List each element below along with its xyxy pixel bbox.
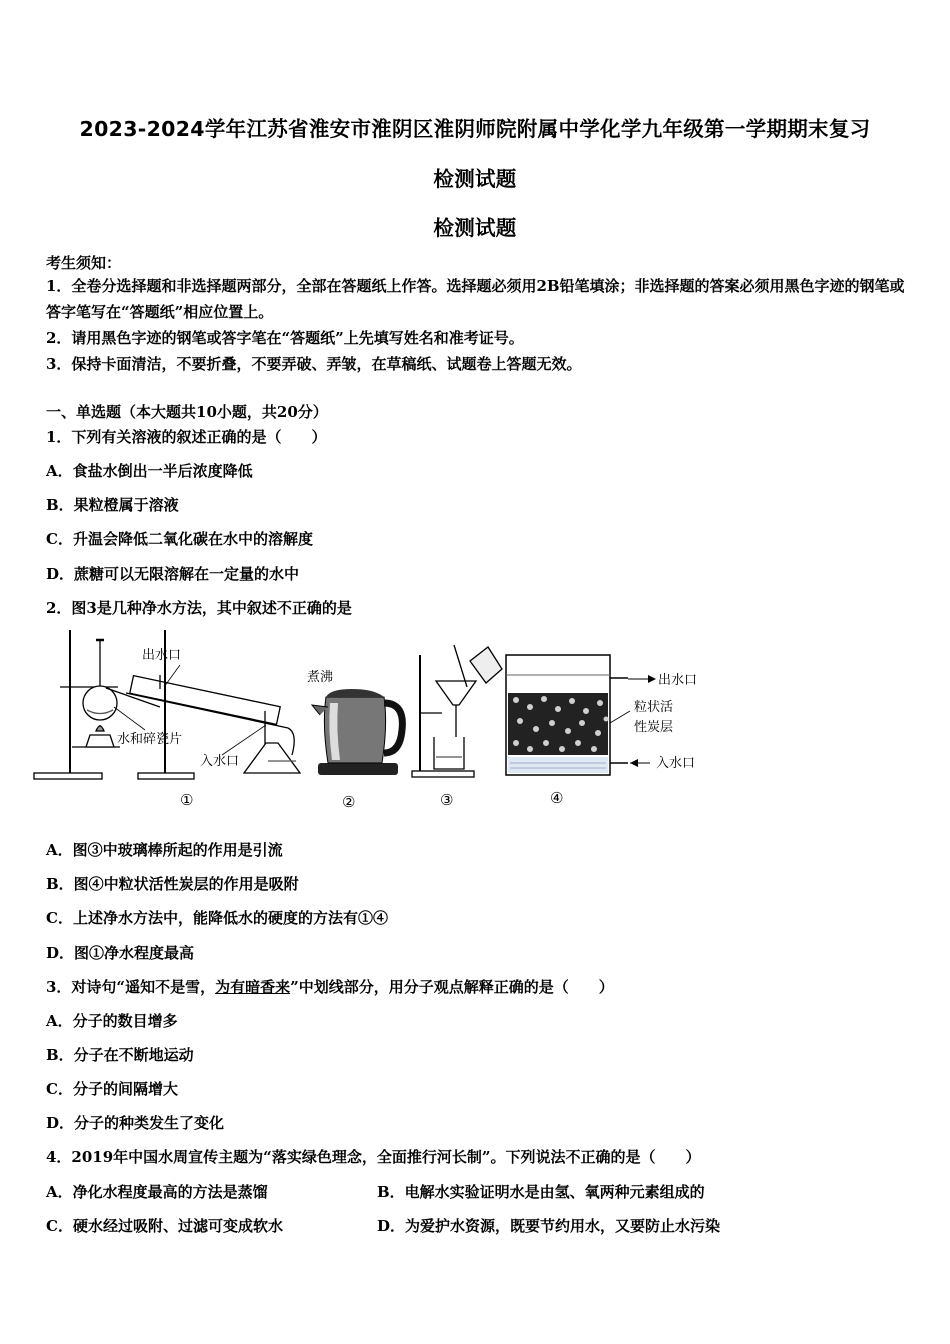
electric-kettle: [312, 689, 402, 775]
q4-stem: 4．2019年中国水周宣传主题为“落实绿色理念，全面推行河长制”。下列说法不正确的是（ ）: [46, 1148, 701, 1166]
label-in4: 入水口: [656, 756, 696, 771]
q3-option-d: D．分子的种类发生了变化: [46, 1114, 225, 1132]
filtration-apparatus: [412, 645, 502, 777]
caption-1: ①: [180, 791, 194, 809]
label-boil: 煮沸: [307, 670, 334, 685]
q1-option-a: A．食盐水倒出一半后浓度降低: [46, 462, 253, 480]
q4-option-b: B．电解水实验证明水是由氢、氧两种元素组成的: [377, 1183, 705, 1201]
q1-stem: 1．下列有关溶液的叙述正确的是（ ）: [46, 428, 327, 446]
notice-heading: 考生须知：: [46, 254, 122, 272]
q3-option-c: C．分子的间隔增大: [46, 1080, 178, 1098]
q3-stem-prefix: 3．对诗句“遥知不是雪，: [46, 978, 216, 996]
q2-option-a: A．图③中玻璃棒所起的作用是引流: [46, 841, 283, 859]
q2-stem: 2．图3是几种净水方法，其中叙述不正确的是: [46, 599, 352, 617]
q3-stem: [46, 976, 614, 997]
activated-carbon-purifier: [506, 655, 656, 775]
q2-option-d: D．图①净水程度最高: [46, 944, 195, 962]
q1-option-c: C．升温会降低二氧化碳在水中的溶解度: [46, 530, 313, 548]
q3-stem-suffix: ”中划线部分，用分子观点解释正确的是（ ）: [290, 978, 614, 996]
label-out4: 出水口: [658, 673, 698, 688]
caption-4: ④: [550, 789, 564, 807]
q3-option-a: A．分子的数目增多: [46, 1012, 178, 1030]
label-in1: 入水口: [200, 754, 240, 769]
caption-2: ②: [342, 793, 356, 811]
notice-item-1: 1．全卷分选择题和非选择题两部分，全部在答题纸上作答。选择题必须用2B铅笔填涂；非选择题的答案必须用黑色字迹的钢笔或答字笔写在“答题纸”相应位置上。: [46, 277, 905, 321]
notice-item-3: 3．保持卡面清洁，不要折叠，不要弄破、弄皱，在草稿纸、试题卷上答题无效。: [46, 355, 582, 373]
q4-option-a: A．净化水程度最高的方法是蒸馏: [46, 1183, 268, 1201]
q2-option-c: C．上述净水方法中，能降低水的硬度的方法有①④: [46, 909, 388, 927]
q1-option-b: B．果粒橙属于溶液: [46, 496, 179, 514]
q4-option-d: D．为爱护水资源，既要节约用水，又要防止水污染: [377, 1217, 721, 1235]
q1-option-d: D．蔗糖可以无限溶解在一定量的水中: [46, 565, 300, 583]
section-heading: 一、单选题（本大题共10小题，共20分）: [46, 403, 328, 421]
caption-3: ③: [440, 791, 454, 809]
page-title-cont: 检测试题: [433, 167, 517, 191]
label-out1: 出水口: [142, 648, 182, 663]
q4-option-c: C．硬水经过吸附、过滤可变成软水: [46, 1217, 283, 1235]
notice-item-2: 2．请用黑色字迹的钢笔或答字笔在“答题纸”上先填写姓名和准考证号。: [46, 329, 524, 347]
q3-option-b: B．分子在不断地运动: [46, 1046, 194, 1064]
label-stones: 水和碎瓷片: [117, 732, 183, 747]
page-title: 2023-2024学年江苏省淮安市淮阴区淮阴师院附属中学化学九年级第一学期期末复习: [79, 117, 871, 141]
page-subtitle: 检测试题: [433, 216, 517, 240]
water-purification-figure: [30, 625, 710, 820]
q3-underlined-phrase: 为有暗香来: [215, 978, 291, 996]
q2-option-b: B．图④中粒状活性炭层的作用是吸附: [46, 875, 299, 893]
label-carbon-1: 粒状活: [634, 700, 674, 715]
label-carbon-2: 性炭层: [634, 720, 674, 735]
